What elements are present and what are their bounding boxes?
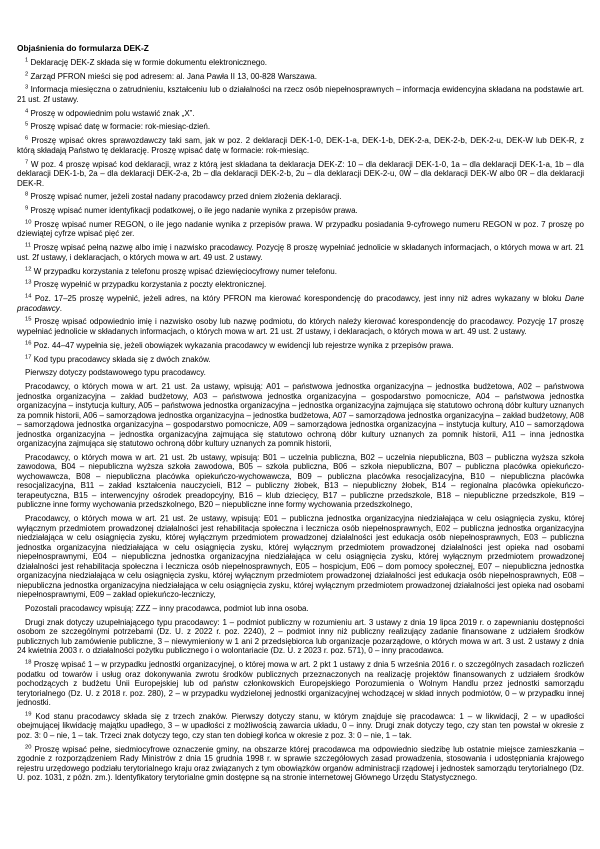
footnote-number: 4 [25,108,29,115]
footnote-text: Deklarację DEK-Z składa się w formie dokumentu elektronicznego. [30,57,268,67]
footnote-text: Proszę wpisać okres sprawozdawczy taki sam, jak w poz. 2 deklaracji DEK-1-0, DEK-1-a, DEK-1-b, DEK-2-a, DEK-2-b, DEK-2-u, DEK-W lub DEK-R, z którą składają Państwo tę deklarację. Proszę wpisać datę w formacie: rok-miesiąc. [17,136,584,155]
paragraph-type-a-codes [17,382,584,449]
footnote-3 [17,85,584,104]
footnote-1 [17,58,584,68]
footnote-number: 13 [25,279,32,286]
footnote-17 [17,355,584,365]
footnote-text: Poz. 17–25 proszę wypełnić, jeżeli adres, na który PFRON ma kierować korespondencję do pracodawcy, jest inny niż adres wykazany w bloku [34,294,562,304]
footnote-number: 6 [25,135,29,142]
footnote-text: W poz. 4 proszę wpisać kod deklaracji, wraz z którą jest składana ta deklaracja DEK-Z: 10 – dla deklaracji DEK-1-0, 1a – dla deklaracji DEK-1-a, 1b – dla deklaracji DEK-1-b, 2a – dla deklaracji DEK-2-a, 2b – dla deklaracji DEK-2-b, 2u – dla deklaracji DEK-2-u, 0W – dla deklaracji DEK-W albo 0R – dla deklaracji DEK-R. [17,159,584,188]
paragraph-second-char [17,618,584,656]
footnote-number: 3 [25,84,29,91]
paragraph-first-type [17,368,584,378]
footnote-number: 20 [25,744,32,751]
footnote-text: Kod typu pracodawcy składa się z dwóch znaków. [33,354,211,364]
footnote-13 [17,280,584,290]
footnote-number: 14 [25,293,32,300]
footnote-text: Zarząd PFRON mieści się pod adresem: al. Jana Pawła II 13, 00-828 Warszawa. [30,71,317,81]
footnote-11 [17,243,584,262]
footnote-number: 9 [25,205,29,212]
footnote-6 [17,136,584,155]
footnote-text: Proszę wpisać pełną nazwę albo imię i nazwisko pracodawcy. Pozycję 8 proszę wypełniać jednolicie w składanych informacjach, o których mowa w art. 21 ust. 2f ustawy, i deklaracjach, o których mowa w art. 49 ust. 2 ustawy. [17,243,584,262]
footnote-number: 15 [25,316,32,323]
footnote-15 [17,317,584,336]
footnote-20 [17,745,584,783]
footnote-text: Proszę wpisać numer identyfikacji podatkowej, o ile jego nadanie wynika z przepisów prawa. [30,206,358,216]
footnote-number: 18 [25,659,32,666]
footnote-text: Kod stanu pracodawcy składa się z trzech znaków. Pierwszy dotyczy stanu, w którym znajduje się pracodawca: 1 – w likwidacji, 2 – w upadłości obejmującej likwidację majątku upadłego, 3 – w upadłości z możliwością zawarcia układu, 0 – inny. Drugi znak dotyczy tego, czy stan ten powstał w okresie z poz. 3: 0 – nie, 1 – tak. Trzeci znak dotyczy tego, czy stan ten dobiegł końca w okresie z poz. 3: 0 – nie, 1 – tak. [17,711,584,740]
paragraph-type-b-codes [17,453,584,510]
footnote-number: 19 [25,711,32,718]
paragraph-text: Pierwszy dotyczy podstawowego typu pracodawcy. [25,368,206,378]
footnote-number: 2 [25,70,29,77]
footnote-number: 16 [25,340,32,347]
footnote-14 [17,294,584,313]
paragraph-text: Pracodawcy, o których mowa w art. 21 ust. 2e ustawy, wpisują: E01 – publiczna jednostka organizacyjna niedziałająca w celu osiągnięcia zysku, której wyłącznym przedmiotem prowadzonej działalności jest rehabilitacja społeczna i lecznicza osób niepełnosprawnych, E02 – publiczna jednostka organizacyjna niedziałająca w celu osiągnięcia zysku, której wyłącznym przedmiotem prowadzonej działalności jest edukacja osób niepełnosprawnych, E03 – publiczna jednostka organizacyjna niedziałająca w celu osiągnięcia zysku, której wyłącznym przedmiotem prowadzonej działalności jest opieka nad osobami niepełnosprawnymi, E04 – niepubliczna jednostka organizacyjna niedziałająca w celu osiągnięcia zysku, której wyłącznym przedmiotem prowadzonej działalności jest rehabilitacja społeczna i lecznicza osób niepełnosprawnych, E05 – hospicjum, E06 – dom pomocy społecznej, E07 – niepubliczna jednostka organizacyjna niedziałająca w celu osiągnięcia zysku, której wyłącznym przedmiotem prowadzonej działalności jest edukacja osób niepełnosprawnych, E08 – niepubliczna jednostka organizacyjna niedziałająca w celu osiągnięcia zysku, której wyłącznym przedmiotem prowadzonej działalności jest opieka nad osobami niepełnosprawnymi, E09 – zakład opiekuńczo-leczniczy, [17,514,584,600]
footnote-text: Proszę wypełnić w przypadku korzystania z poczty elektronicznej. [33,280,267,290]
paragraph-text: Pracodawcy, o których mowa w art. 21 ust. 2a ustawy, wpisują: A01 – państwowa jednostka organizacyjna – jednostka budżetowa, A02 – państwowa jednostka organizacyjna – zakład budżetowy, A03 – państwowa jednostka organizacyjna – gospodarstwo pomocnicze, A04 – państwowa jednostka organizacyjna – instytucja kultury, A05 – państwowa jednostka organizacyjna – jednostka organizacyjna zajmująca się statutowo ochroną dóbr kultury uznanych za pomnik historii, A06 – samorządowa jednostka organizacyjna – jednostka budżetowa, A07 – samorządowa jednostka organizacyjna – zakład budżetowy, A08 – samorządowa jednostka organizacyjna – gospodarstwo pomocnicze, A09 – samorządowa jednostka organizacyjna – instytucja kultury, A10 – samorządowa jednostka organizacyjna – jednostka organizacyjna zajmująca się statutowo ochroną dóbr kultury uznanych za pomnik historii, A11 – inna jednostka organizacyjna zajmująca się statutowo ochroną dóbr kultury uznanych za pomnik historii, [17,382,584,449]
footnote-number: 1 [25,57,29,64]
footnote-10 [17,220,584,239]
footnote-number: 10 [25,219,32,226]
footnote-18 [17,660,584,708]
footnote-4 [17,109,584,119]
footnote-text: Poz. 44–47 wypełnia się, jeżeli obowiązek wykazania pracodawcy w ewidencji lub rejestrze wynika z przepisów prawa. [33,340,454,350]
footnote-12 [17,267,584,277]
footnote-text: Proszę wpisać 1 – w przypadku jednostki organizacyjnej, o której mowa w art. 2 pkt 1 ustawy z dnia 5 września 2016 r. o szczególnych zasadach rozliczeń podatku od towarów i usług oraz dokonywania zwrotu środków publicznych przeznaczonych na realizację projektów finansowanych z udziałem środków pochodzących z budżetu Unii Europejskiej lub od państw członkowskich Europejskiego Porozumienia o Wolnym Handlu przez jednostki samorządu terytorialnego (Dz. U. z 2018 r. poz. 280), 2 – w przypadku wydzielonej jednostki organizacyjnej wchodzącej w skład innych podmiotów, 0 – w przypadku innej jednostki. [17,660,584,708]
footnote-5 [17,122,584,132]
footnote-number: 11 [25,242,32,249]
paragraph-other-employers [17,604,584,614]
footnote-8 [17,192,584,202]
footnote-number: 8 [25,191,29,198]
footnote-19 [17,712,584,741]
footnote-number: 5 [25,121,29,128]
footnote-text: Proszę wpisać numer REGON, o ile jego nadanie wynika z przepisów prawa. W przypadku posiadania 9-cyfrowego numeru REGON w poz. 7 proszę po dziewiątej cyfrze wpisać pięć zer. [17,219,585,239]
footnote-2 [17,72,584,82]
page-title: Objaśnienia do formularza DEK-Z [17,43,149,53]
footnote-text: Proszę wpisać numer, jeżeli został nadany pracodawcy przed dniem złożenia deklaracji. [30,192,342,202]
paragraph-text: Drugi znak dotyczy uzupełniającego typu pracodawcy: 1 – podmiot publiczny w rozumieniu art. 3 ustawy z dnia 19 lipca 2019 r. o zapewnianiu dostępności osobom ze szczególnymi potrzebami (Dz. U. z 2022 r. poz. 2240), 2 – podmiot inny niż publiczny realizujący zadanie finansowane z udziałem środków publicznych lub zamówienie publiczne, 3 – niewymieniony w 1 ani 2 przedsiębiorca lub organizacje pozarządowe, o których mowa w art. 3 ust. 2 ustawy z dnia 24 kwietnia 2003 r. o działalności pożytku publicznego i o wolontariacie (Dz. U. z 2023 r. poz. 571), 0 – inny pracodawca. [17,617,584,656]
footnote-text: W przypadku korzystania z telefonu proszę wpisać dziewięciocyfrowy numer telefonu. [33,266,337,276]
paragraph-type-e-codes [17,514,584,600]
footnote-text: Proszę wpisać pełne, siedmiocyfrowe oznaczenie gminy, na obszarze której pracodawca ma odpowiednio siedzibę lub ostatnie miejsce zamieszkania – zgodnie z rozporządzeniem Rady Ministrów z dnia 15 grudnia 1998 r. w sprawie szczegółowych zasad prowadzenia, stosowania i udostępniania krajowego rejestru urzędowego podziału terytorialnego kraju oraz związanych z tym obowiązków organów administracji rządowej i jednostek samorządu terytorialnego (Dz. U. poz. 1031, z późn. zm.). Identyfikatory terytorialne gmin dostępne są na stronie internetowej Głównego Urzędu Statystycznego. [17,744,584,783]
footnote-7 [17,160,584,189]
footnote-16 [17,341,584,351]
footnote-text: Informacja miesięczna o zatrudnieniu, kształceniu lub o działalności na rzecz osób niepełnosprawnych – informacja ewidencyjna składana na podstawie art. 21 ust. 2f ustawy. [17,85,584,104]
footnote-text: Proszę wpisać datę w formacie: rok-miesiąc-dzień. [30,122,211,132]
footnote-number: 7 [25,158,29,165]
paragraph-text: Pracodawcy, o których mowa w art. 21 ust. 2b ustawy, wpisują: B01 – uczelnia publiczna, B02 – uczelnia niepubliczna, B03 – publiczna wyższa szkoła zawodowa, B04 – niepubliczna wyższa szkoła zawodowa, B05 – szkoła publiczna, B06 – szkoła niepubliczna, B07 – publiczna placówka opiekuńczo-wychowawcza, B08 – niepubliczna placówka opiekuńczo-wychowawcza, B09 – publiczna placówka resocjalizacyjna, B10 – niepubliczna placówka resocjalizacyjna, B11 – zakład kształcenia nauczycieli, B12 – publiczny żłobek, B13 – niepubliczny żłobek, B14 – regionalna placówka opiekuńczo-terapeutyczna, B15 – interwencyjny ośrodek preadopcyjny, B16 – klub dziecięcy, B17 – publiczne przedszkole, B18 – niepubliczne przedszkole, B19 – publiczne inne formy wychowania przedszkolnego, B20 – niepubliczne inne formy wychowania przedszkolnego, [17,452,584,510]
footnote-number: 12 [25,265,32,272]
footnote-9 [17,206,584,216]
footnote-text-italic: Dane pracodawcy [17,294,584,313]
footnote-text: Proszę wpisać odpowiednio imię i nazwisko osoby lub nazwę podmiotu, do których należy kierować korespondencję do pracodawcy. Pozycję 17 proszę wypełniać jednolicie w składanych informacjach, o których mowa w art. 21 ust. 2f ustawy, i deklaracjach, o których mowa w art. 49 ust. 2 ustawy. [17,317,584,336]
footnote-number: 17 [25,353,32,360]
footnote-text: Proszę w odpowiednim polu wstawić znak „X”. [30,108,195,118]
paragraph-text: Pozostali pracodawcy wpisują: ZZZ – inny pracodawca, podmiot lub inna osoba. [25,604,309,614]
footnote-text: . [59,303,62,313]
